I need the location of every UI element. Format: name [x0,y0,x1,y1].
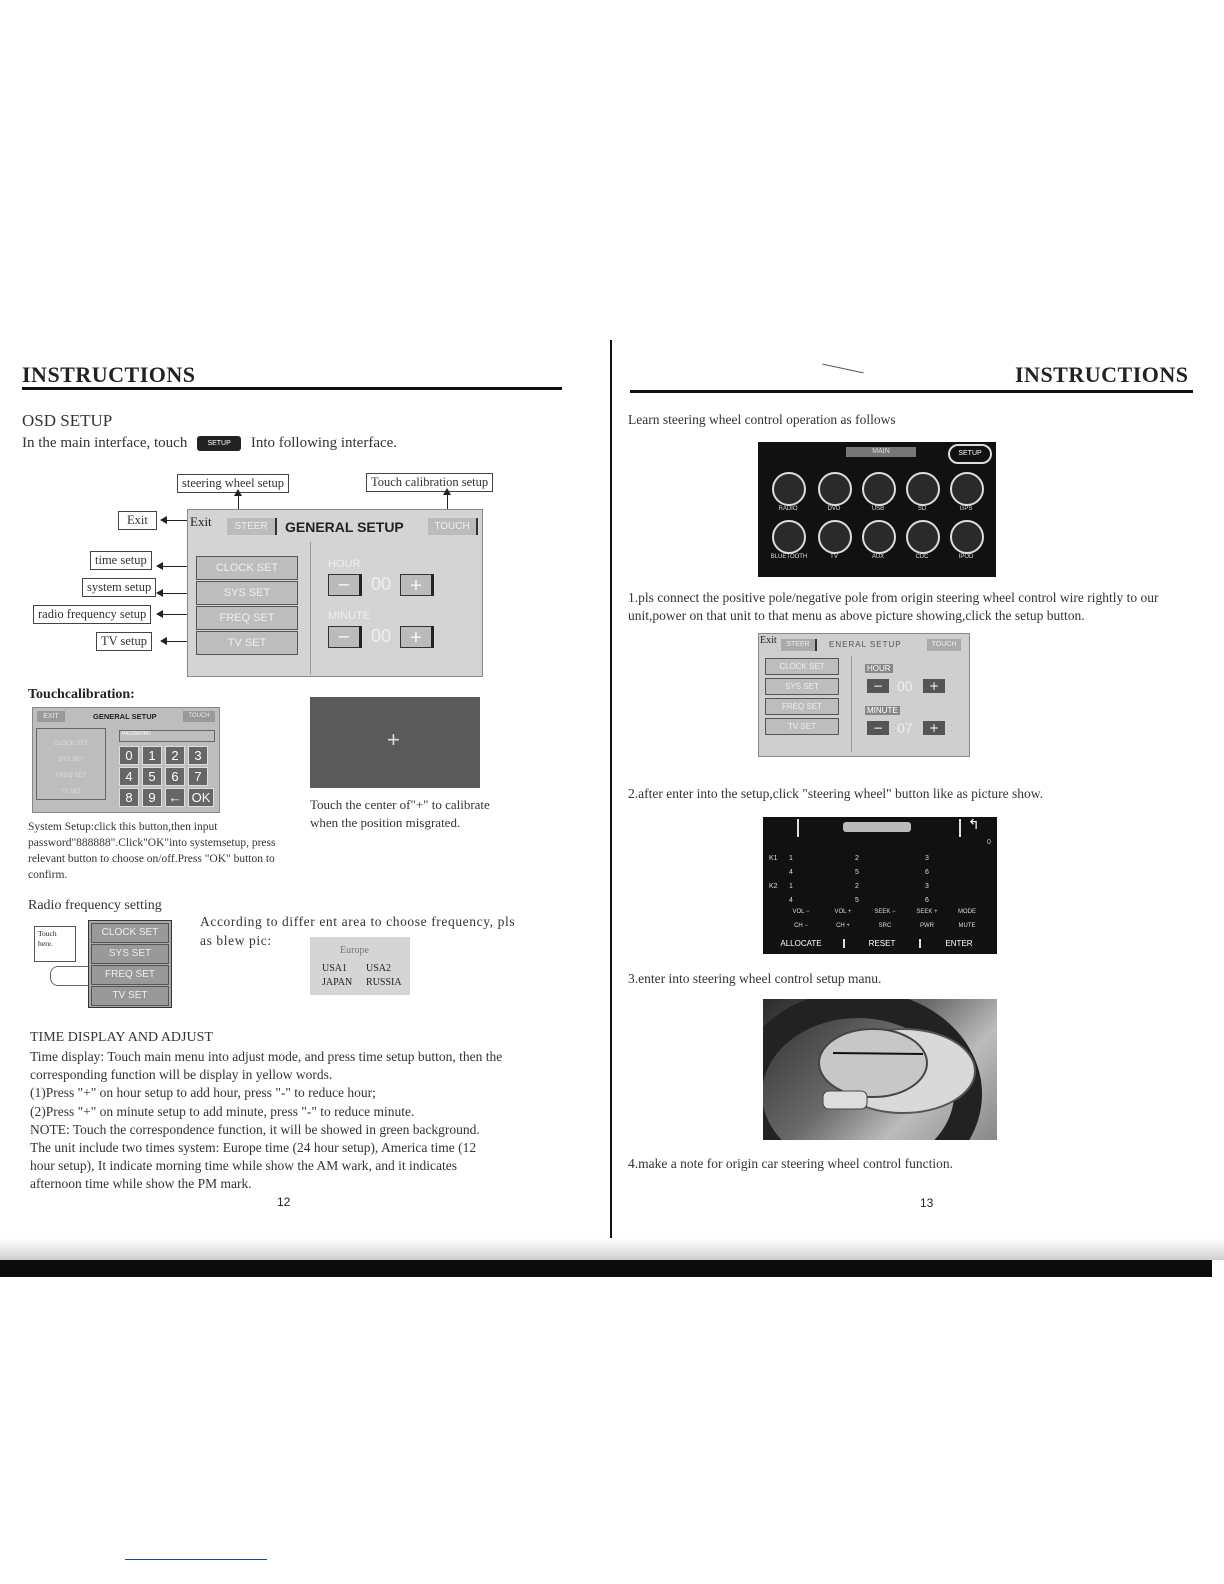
touch-here-callout: Touch here. [34,926,76,962]
steering-wheel-label: steering wheel setup [177,474,289,493]
keypad-side-tv[interactable]: TV SET [60,789,82,795]
key-7[interactable]: 7 [188,767,208,786]
page-spine [610,340,612,1240]
tv-icon-label: TV [830,554,838,560]
k1-v5: 5 [855,869,859,876]
hour-minus-button[interactable]: − [328,574,362,596]
left-page-number: 12 [277,1195,291,1209]
scan-bottom-bar [0,1260,1212,1277]
calibration-screen [310,697,480,788]
calibration-caption: Touch the center of"+" to calibrate when the position misgrated. [310,797,490,830]
hour-plus-button[interactable]: + [400,574,434,596]
step-2-text: 2.after enter into the setup,click "steering wheel" button like as picture show. [628,786,1044,801]
region-usa1[interactable]: USA1 [322,963,348,974]
reset-button[interactable]: RESET [843,939,921,948]
mini-steer[interactable]: STEER [781,639,817,651]
time-paragraph [30,1048,570,1194]
key-0[interactable]: 0 [119,746,139,765]
pointing-hand-icon [50,966,92,986]
k1-v2: 2 [855,855,859,862]
cdc-icon[interactable] [906,520,940,554]
key-6[interactable]: 6 [165,767,185,786]
right-page-number: 13 [920,1196,934,1210]
keypad-side-freq[interactable]: FREQ SET [55,773,86,779]
radio-heading: Radio frequency setting [28,898,162,913]
usb-icon-label: USB [871,506,885,512]
footer-link-line [125,1559,267,1560]
mini-freq-set[interactable]: FREQ SET [765,698,839,715]
ipod-icon-label: IPOD [958,554,974,560]
main-setup-button[interactable]: SETUP [948,444,992,464]
time-line-5: NOTE: Touch the correspondence function, it will be showed in green background. [30,1121,480,1137]
aux-icon-label: AUX [871,554,885,560]
steering-wheel-graphic [763,999,997,1140]
radio-button-panel [88,920,172,1008]
key-4[interactable]: 4 [119,767,139,786]
tv-icon[interactable] [818,520,852,554]
key-2[interactable]: 2 [165,746,185,765]
stray-mark [822,364,863,374]
mini-hour-plus[interactable]: + [923,679,945,693]
time-line-6: The unit include two times system: Europe time (24 hour setup), America time (12 [30,1140,477,1156]
time-line-3: (1)Press "+" on hour setup to add hour, press "-" to reduce hour; [30,1085,376,1101]
key-backspace[interactable]: ← [165,788,185,807]
radio-tv-set[interactable]: TV SET [91,986,169,1006]
osd-intro [22,434,397,452]
src-key[interactable]: SRC [878,923,892,929]
time-line-2: corresponding function will be display in yellow words. [30,1067,333,1083]
steering-wheel-photo [763,999,997,1140]
mode-key[interactable]: MODE [958,909,976,915]
calibration-plus[interactable]: + [387,727,400,752]
sd-icon[interactable] [906,472,940,506]
minute-label: MINUTE [328,610,371,622]
panel-steer-button[interactable]: STEER [227,518,277,535]
dvd-icon[interactable] [818,472,852,506]
keypad-title: GENERAL SETUP [93,712,157,721]
minute-minus-button[interactable]: − [328,626,362,648]
mini-hour-value: 00 [897,678,913,694]
radio-sys-set[interactable]: SYS SET [91,944,169,964]
mini-title: ENERAL SETUP [829,640,902,649]
k1-v1: 1 [789,855,793,862]
scan-shadow [0,1238,1224,1260]
exit-label: Exit [118,511,157,530]
tv-setup-label: TV setup [96,632,152,651]
password-field[interactable]: PASSWORD [119,730,215,742]
left-header-rule [22,387,562,390]
radio-icon-label: RADIO [778,506,798,512]
k2-v2: 2 [855,883,859,890]
bluetooth-icon[interactable] [772,520,806,554]
time-line-7: hour setup), It indicate morning time while show the AM wark, and it indicates [30,1158,458,1174]
mini-exit[interactable]: Exit [760,635,777,646]
region-usa2[interactable]: USA2 [366,963,392,974]
mini-minute-value: 07 [897,720,913,736]
k1-v3: 3 [925,855,929,862]
step-1-text: 1.pls connect the positive pole/negative pole from origin steering wheel control wire rightly to our unit,power on that unit to that menu as above picture showing,click the setup button. [628,590,1159,623]
k2-v3: 3 [925,883,929,890]
seek-minus[interactable]: SEEK − [874,909,896,915]
key-ok[interactable]: OK [188,788,214,807]
minute-plus-button[interactable]: + [400,626,434,648]
panel-title: GENERAL SETUP [285,519,404,535]
key-1[interactable]: 1 [142,746,162,765]
time-heading: TIME DISPLAY AND ADJUST [30,1030,213,1045]
region-japan[interactable]: JAPAN [322,977,353,988]
general-setup-panel [187,509,483,677]
mini-minute-minus[interactable]: − [867,721,889,735]
region-russia[interactable]: RUSSIA [366,977,402,988]
usb-icon[interactable] [862,472,896,506]
steer-title-pill [843,822,911,832]
main-tab[interactable]: MAIN [846,447,916,457]
k1-label: K1 [769,855,778,862]
gps-icon-label: GPS [959,506,973,512]
mini-tv-set[interactable]: TV SET [765,718,839,735]
ch-minus[interactable]: CH − [794,923,808,929]
time-setup-label: time setup [90,551,152,570]
time-line-4: (2)Press "+" on minute setup to add minute, press "-" to reduce minute. [30,1103,415,1119]
mini-clock-set[interactable]: CLOCK SET [765,658,839,675]
hour-value: 00 [371,574,392,594]
panel-touch-button[interactable]: TOUCH [428,518,478,535]
main-menu-screen [758,442,996,577]
key-3[interactable]: 3 [188,746,208,765]
mini-divider [851,656,852,752]
mini-minute-plus[interactable]: + [923,721,945,735]
right-page-header: INSTRUCTIONS [1015,362,1189,387]
setup-icon [197,436,241,451]
region-europe[interactable]: Europe [340,945,369,956]
radio-setup-label: radio frequency setup [33,605,151,624]
dvd-icon-label: DVD [827,506,841,512]
minute-value: 00 [371,626,392,646]
keypad-panel [32,707,220,813]
vol-plus[interactable]: VOL + [834,909,852,915]
learn-text: Learn steering wheel control operation as follows [628,412,896,427]
back-icon[interactable]: ↰ [968,817,980,833]
setup-icon-label: SETUP [207,440,231,448]
touchcal-heading: Touchcalibration: [28,687,135,702]
cdc-icon-label: CDC [915,554,929,560]
area-text: According to differ ent area to choose frequency, pls as blew pic: [200,914,516,948]
vol-minus[interactable]: VOL − [792,909,810,915]
steering-setup-screen [763,817,997,954]
keypad-touch[interactable]: TOUCH [183,711,215,722]
right-header-rule [630,390,1193,393]
mini-sys-set[interactable]: SYS SET [765,678,839,695]
k1-v6: 6 [925,869,929,876]
time-line-8: afternoon time while show the PM mark. [30,1176,252,1192]
keypad-side-panel [36,728,106,800]
mini-minute-label: MINUTE [867,706,898,715]
steer-zero: 0 [987,839,991,846]
panel-divider [310,542,311,674]
sd-icon-label: SD [917,506,927,512]
keypad-side-clock[interactable]: CLOCK SET [53,741,88,747]
system-setup-label: system setup [82,578,156,597]
bluetooth-icon-label: BLUETOOTH [770,554,808,560]
radio-clock-set[interactable]: CLOCK SET [91,923,169,943]
sys-set-button[interactable]: SYS SET [196,581,298,605]
time-line-1: Time display: Touch main menu into adjust mode, and press time setup button, then the [30,1049,503,1064]
gps-icon[interactable] [950,472,984,506]
step-4-text: 4.make a note for origin car steering wheel control function. [628,1156,954,1171]
mini-setup-panel [758,633,970,757]
ipod-icon[interactable] [950,520,984,554]
region-box [310,937,410,995]
radio-icon[interactable] [772,472,806,506]
k1-v4: 4 [789,869,793,876]
k2-label: K2 [769,883,778,890]
k2-v6: 6 [925,897,929,904]
tv-set-button[interactable]: TV SET [196,631,298,655]
step-3-text: 3.enter into steering wheel control setup manu. [628,971,882,986]
aux-icon[interactable] [862,520,896,554]
keypad-exit[interactable]: EXIT [37,711,65,722]
seek-plus[interactable]: SEEK + [916,909,938,915]
enter-button[interactable]: ENTER [945,939,973,948]
k2-v1: 1 [789,883,793,890]
pwr-key[interactable]: PWR [920,923,934,929]
touch-calibration-label: Touch calibration setup [366,473,493,492]
system-setup-text: System Setup:click this button,then input password"888888".Click"OK"into systemsetup, press relevant button to choose on/off.Press "OK" button to confirm. [28,821,276,881]
osd-setup-title: OSD SETUP [22,411,113,430]
mini-hour-minus[interactable]: − [867,679,889,693]
k2-v5: 5 [855,897,859,904]
allocate-button[interactable]: ALLOCATE [780,939,822,948]
intro-before: In the main interface, touch [22,435,188,451]
hour-label: HOUR [328,558,361,570]
mute-key[interactable]: MUTE [958,923,976,929]
key-8[interactable]: 8 [119,788,139,807]
keypad-side-sys[interactable]: SYS SET [58,757,84,763]
key-9[interactable]: 9 [142,788,162,807]
k2-v4: 4 [789,897,793,904]
intro-after: Into following interface. [250,435,398,451]
left-page-header: INSTRUCTIONS [22,362,196,387]
radio-freq-set[interactable]: FREQ SET [91,965,169,985]
mini-hour-label: HOUR [867,664,891,673]
key-5[interactable]: 5 [142,767,162,786]
mini-touch[interactable]: TOUCH [927,639,961,651]
panel-exit-button[interactable]: Exit [190,514,212,529]
freq-set-button[interactable]: FREQ SET [196,606,298,630]
ch-plus[interactable]: CH + [836,923,850,929]
clock-set-button[interactable]: CLOCK SET [196,556,298,580]
exit-arrow [166,520,188,521]
